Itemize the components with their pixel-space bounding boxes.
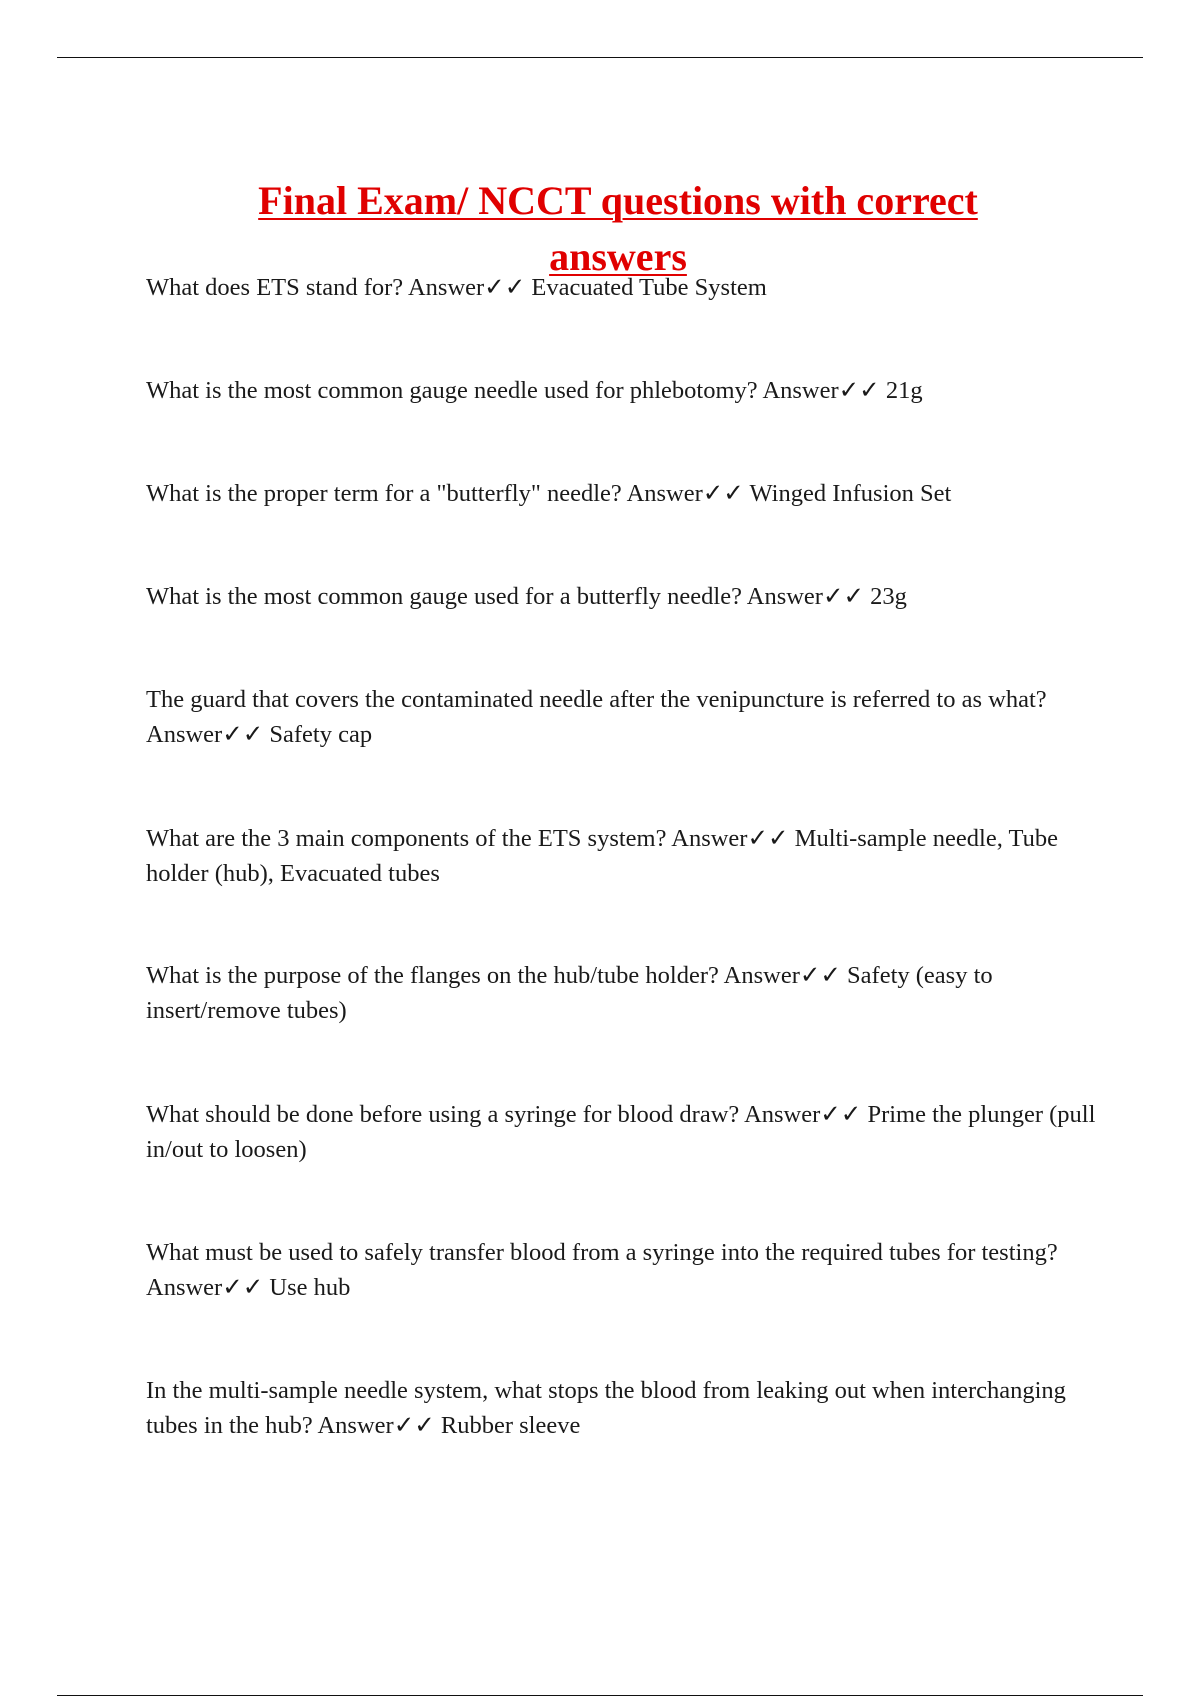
answer-label: Answer✓✓ (762, 377, 880, 404)
answer-text: 21g (885, 377, 923, 404)
answer-label: Answer✓✓ (317, 1412, 435, 1439)
answer-text: Rubber sleeve (440, 1412, 581, 1439)
question-text: What is the most common gauge needle used for phlebotomy? (146, 377, 758, 404)
answer-text: Winged Infusion Set (749, 480, 952, 507)
answer-text: Safety cap (269, 721, 373, 748)
header-rule (57, 57, 1143, 58)
answer-text: Prime the plunger (pull in/out to loosen) (146, 1101, 1096, 1163)
answer-label: Answer✓✓ (146, 721, 264, 748)
qa-item-2 (146, 373, 1106, 408)
qa-item-5 (146, 682, 1106, 752)
question-text: In the multi-sample needle system, what stops the blood from leaking out when interchanging tubes in the hub? (146, 1377, 1066, 1439)
question-text: What are the 3 main components of the ETS system? (146, 825, 667, 852)
answer-text: Evacuated Tube System (531, 274, 767, 301)
footer-rule (57, 1695, 1143, 1696)
qa-item-1 (146, 270, 1106, 305)
title-line-1: Final Exam/ NCCT questions with correct (258, 177, 978, 223)
question-text: What should be done before using a syringe for blood draw? (146, 1101, 740, 1128)
answer-text: Multi-sample needle, Tube holder (hub), Evacuated tubes (146, 825, 1059, 887)
question-text: What does ETS stand for? (146, 274, 404, 301)
qa-item-10 (146, 1373, 1106, 1443)
document-title (100, 173, 1136, 285)
answer-label: Answer✓✓ (744, 1101, 862, 1128)
question-text: What is the most common gauge used for a butterfly needle? (146, 583, 742, 610)
qa-item-4 (146, 579, 1106, 614)
question-text: What is the purpose of the flanges on the hub/tube holder? (146, 962, 719, 989)
answer-label: Answer✓✓ (746, 583, 865, 610)
qa-item-6 (146, 821, 1106, 891)
answer-label: Answer✓✓ (723, 962, 841, 989)
qa-item-7 (146, 958, 1106, 1028)
answer-label: Answer✓✓ (407, 274, 526, 301)
qa-item-9 (146, 1235, 1106, 1305)
answer-label: Answer✓✓ (671, 825, 789, 852)
qa-item-3 (146, 476, 1106, 511)
qa-item-8 (146, 1097, 1106, 1167)
answer-text: 23g (870, 583, 907, 610)
question-text: What must be used to safely transfer blood from a syringe into the required tubes for testing? (146, 1239, 1058, 1266)
answer-text: Use hub (269, 1274, 351, 1301)
title-line-2: answers (549, 233, 687, 279)
answer-label: Answer✓✓ (146, 1274, 264, 1301)
answer-text: Safety (easy to insert/remove tubes) (146, 962, 993, 1024)
question-text: The guard that covers the contaminated needle after the venipuncture is referred to as what? (146, 686, 1047, 713)
question-text: What is the proper term for a "butterfly" needle? (146, 480, 622, 507)
answer-label: Answer✓✓ (626, 480, 744, 507)
